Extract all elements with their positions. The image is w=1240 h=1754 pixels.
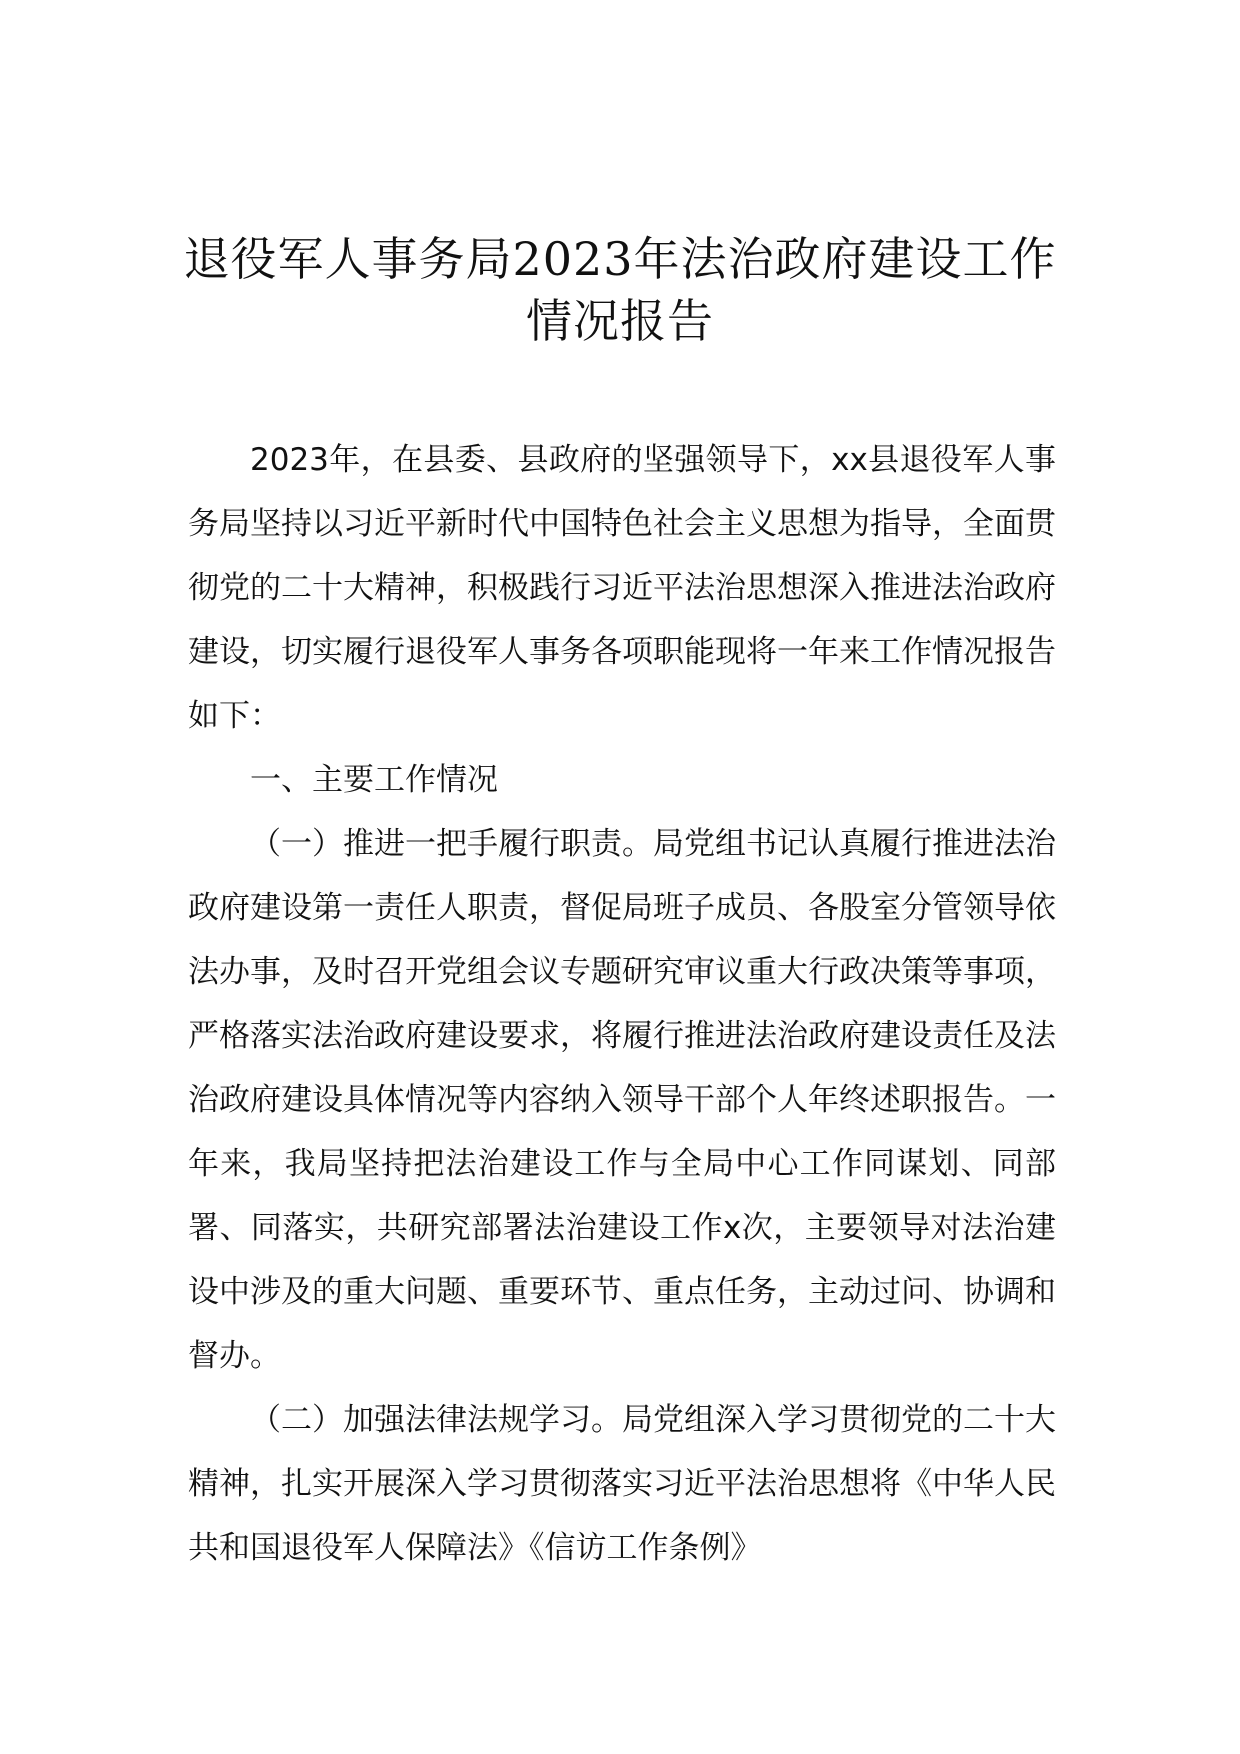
paragraph-1: （一）推进一把手履行职责。局党组书记认真履行推进法治政府建设第一责任人职责，督促局班子成员、各股室分管领导依法办事，及时召开党组会议专题研究审议重大行政决策等事项，严格落实法治政府建设要求，将履行推进法治政府建设责任及法治政府建设具体情况等内容纳入领导干部个人年终述职报告。一年来，我局坚持把法治建设工作与全局中心工作同谋划、同部署、同落实，共研究部署法治建设工作x次，主要领导对法治建设中涉及的重大问题、重要环节、重点任务，主动过问、协调和督办。 <box>188 826 1056 1374</box>
title-line-2: 情况报告 <box>526 294 714 348</box>
section-heading: 一、主要工作情况 <box>250 762 498 798</box>
intro-paragraph: 2023年，在县委、县政府的坚强领导下，xx县退役军人事务局坚持以习近平新时代中国特色社会主义思想为指导，全面贯彻党的二十大精神，积极践行习近平法治思想深入推进法治政府建设，切实履行退役军人事务各项职能现将一年来工作情况报告如下： <box>188 442 1056 734</box>
document-body <box>188 428 1056 1580</box>
title-line-1: 退役军人事务局2023年法治政府建设工作 <box>183 232 1057 286</box>
paragraph-2: （二）加强法律法规学习。局党组深入学习贯彻党的二十大精神，扎实开展深入学习贯彻落实习近平法治思想将《中华人民共和国退役军人保障法》《信访工作条例》 <box>188 1402 1056 1566</box>
document-title <box>150 228 1090 352</box>
